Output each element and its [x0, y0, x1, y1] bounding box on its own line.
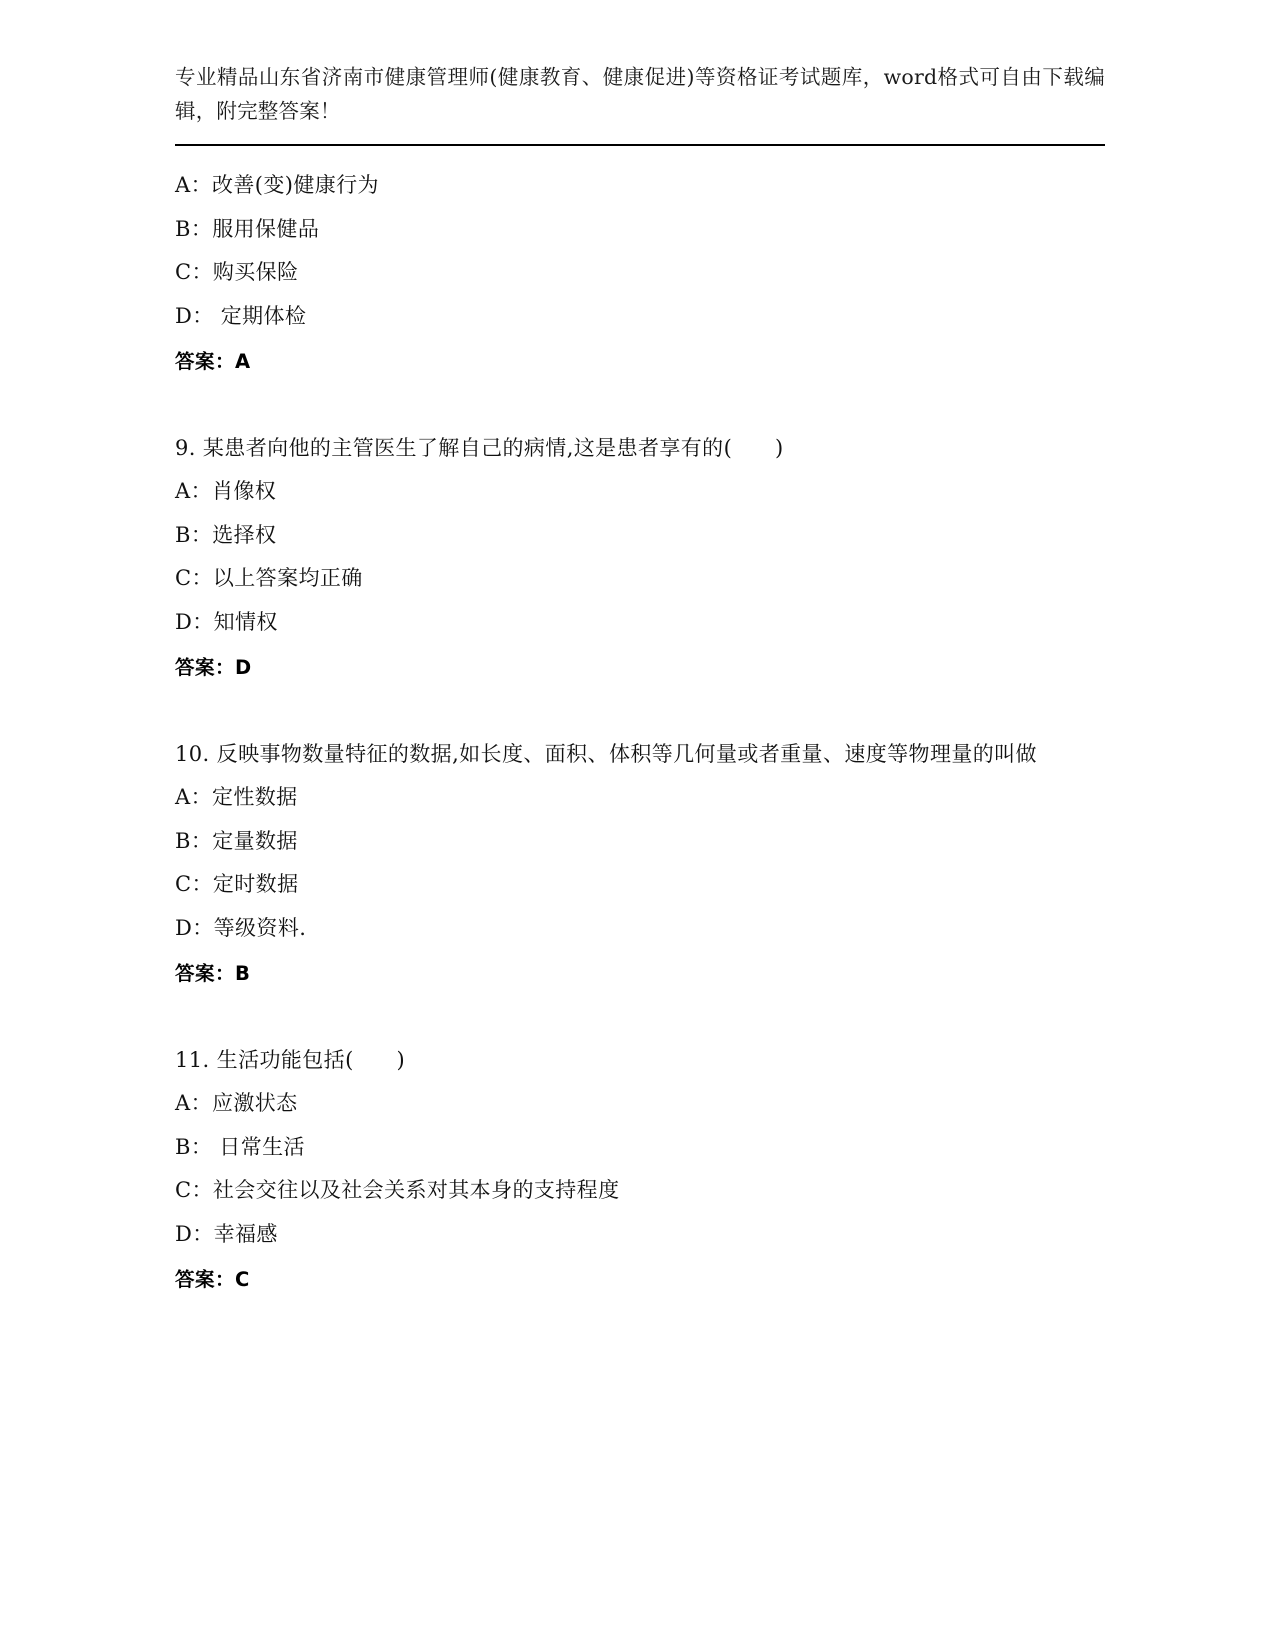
answer-line [175, 646, 1105, 689]
question-block [175, 427, 1105, 689]
question-block [175, 164, 1105, 383]
option-a: A：应激状态 [175, 1091, 298, 1115]
answer-line [175, 340, 1105, 383]
option-b: B：服用保健品 [175, 216, 320, 241]
option-a: A：定性数据 [175, 785, 298, 809]
option-c: C：购买保险 [175, 260, 299, 284]
option-d: D：幸福感 [175, 1221, 278, 1246]
option-b: B： 日常生活 [175, 1134, 305, 1159]
header-divider [175, 144, 1105, 146]
question-block [175, 1039, 1105, 1301]
option-a: A：肖像权 [175, 479, 277, 503]
question-stem: 10. 反映事物数量特征的数据,如长度、面积、体积等几何量或者重量、速度等物理量的叫做 [175, 742, 1037, 766]
answer-value: A [235, 350, 251, 373]
answer-label: 答案： [175, 350, 236, 373]
page-header-note: 专业精品山东省济南市健康管理师(健康教育、健康促进)等资格证考试题库，word格式可自由下载编辑，附完整答案！ [175, 65, 1105, 123]
option-b: B：定量数据 [175, 828, 298, 853]
answer-value: C [235, 1268, 250, 1291]
option-d: D：知情权 [175, 609, 278, 634]
option-c: C：以上答案均正确 [175, 566, 363, 590]
answer-label: 答案： [175, 962, 236, 985]
option-c: C：定时数据 [175, 872, 299, 896]
option-c: C：社会交往以及社会关系对其本身的支持程度 [175, 1178, 620, 1202]
answer-value: B [235, 962, 251, 985]
answer-label: 答案： [175, 656, 236, 679]
question-stem: 9. 某患者向他的主管医生了解自己的病情,这是患者享有的( ) [175, 436, 784, 460]
answer-value: D [235, 656, 252, 679]
answer-label: 答案： [175, 1268, 236, 1291]
option-d: D：等级资料. [175, 915, 307, 940]
question-block [175, 733, 1105, 995]
option-d: D： 定期体检 [175, 303, 307, 328]
option-b: B：选择权 [175, 522, 277, 547]
answer-line [175, 1258, 1105, 1301]
option-a: A：改善(变)健康行为 [175, 173, 379, 197]
question-stem: 11. 生活功能包括( ) [175, 1048, 406, 1072]
answer-line [175, 952, 1105, 995]
